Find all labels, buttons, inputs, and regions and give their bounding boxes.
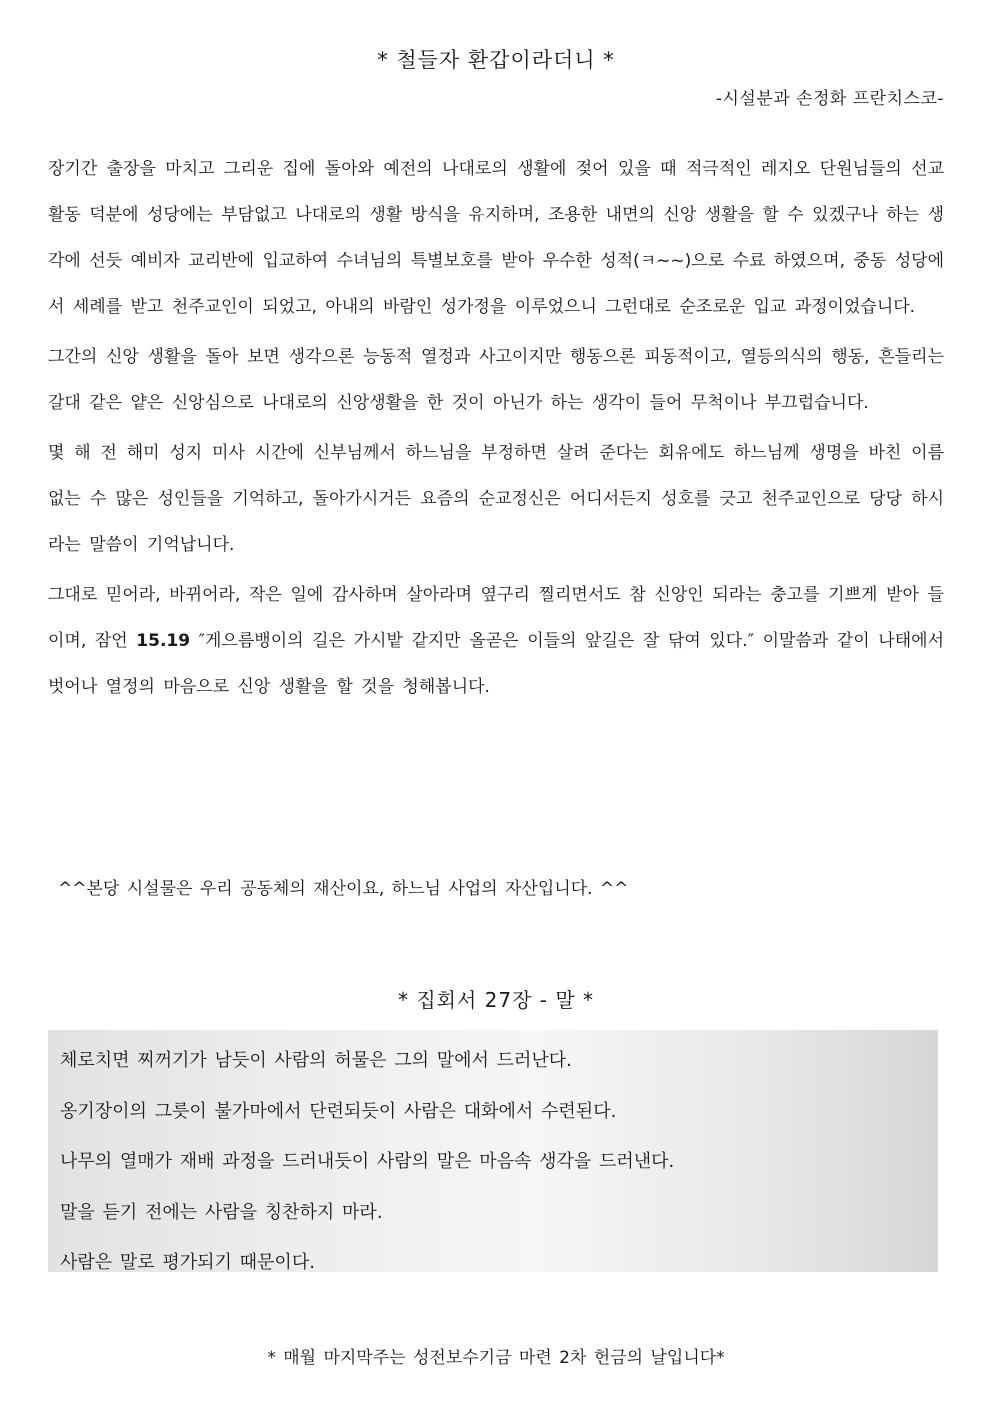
quote-line-1: 체로치면 찌꺼기가 남듯이 사람의 허물은 그의 말에서 드러난다. bbox=[60, 1050, 572, 1071]
article-paragraph-2: 그간의 신앙 생활을 돌아 보면 생각으론 능동적 열정과 사고이지만 행동으론 피동적이고, 열등의식의 행동, 흔들리는 갈대 같은 얕은 신앙심으로 나대로의 신앙생활을 한 것이 아닌가 하는 생각이 들어 무척이나 부끄럽습니다. bbox=[48, 347, 944, 413]
article-paragraph-4 bbox=[48, 572, 944, 710]
article-title: * 철들자 환갑이라더니 * bbox=[377, 48, 615, 72]
quote-line-2: 옹기장이의 그릇이 불가마에서 단련되듯이 사람은 대화에서 수련된다. bbox=[60, 1100, 617, 1122]
article-closing-line: ^^본당 시설물은 우리 공동체의 재산이요, 하느님 사업의 자산입니다. ^^ bbox=[58, 879, 629, 899]
article-body bbox=[48, 146, 944, 714]
quote-line-3: 나무의 열매가 재배 과정을 드러내듯이 사람의 말은 마음속 생각을 드러낸다. bbox=[60, 1151, 675, 1172]
quote-line-5: 사람은 말로 평가되기 때문이다. bbox=[60, 1252, 315, 1273]
footer-notice: * 매월 마지막주는 성전보수기금 마련 2차 헌금의 날입니다* bbox=[267, 1348, 725, 1368]
article-paragraph-3: 몇 해 전 해미 성지 미사 시간에 신부님께서 하느님을 부정하면 살려 준다는 회유에도 하느님께 생명을 바친 이름 없는 수 많은 성인들을 기억하고, 돌아가시거든 요즘의 순교정신은 어디서든지 성호를 긋고 천주교인으로 당당 하시라는 말씀이 기억납니다. bbox=[48, 443, 944, 555]
article-byline: -시설분과 손정화 프란치스코- bbox=[715, 89, 944, 109]
scripture-quote-box bbox=[48, 1030, 938, 1272]
paragraph-4-text-start: 그대로 믿어라, 바뀌어라, 작은 일에 감사하며 살아라며 옆구리 찔리면서도 참 신앙인 되라는 충고를 기쁘게 받아 들이며, 잠언 bbox=[48, 585, 944, 651]
quote-line-4: 말을 듣기 전에는 사람을 칭찬하지 마라. bbox=[60, 1201, 383, 1223]
scripture-section-title: * 집회서 27장 - 말 * bbox=[397, 988, 595, 1012]
scripture-reference: 15.19 bbox=[136, 631, 191, 651]
paragraph-4-text-end: ″게으름뱅이의 길은 가시밭 같지만 올곧은 이들의 앞길은 잘 닦여 있다.″ 이말씀과 같이 나태에서 벗어나 열정의 마음으로 신앙 생활을 할 것을 청해봅니다. bbox=[48, 631, 944, 697]
article-paragraph-1: 장기간 출장을 마치고 그리운 집에 돌아와 예전의 나대로의 생활에 젖어 있을 때 적극적인 레지오 단원님들의 선교 활동 덕분에 성당에는 부담없고 나대로의 생활 방식을 유지하며, 조용한 내면의 신앙 생활을 할 수 있겠구나 하는 생각에 선듯 예비자 교리반에 입교하여 수녀님의 특별보호를 받아 우수한 성적(ㅋ~~)으로 수료 하였으며, 중동 성당에서 세례를 받고 천주교인이 되었고, 아내의 바람인 성가정을 이루었으니 그런대로 순조로운 입교 과정이었습니다. bbox=[48, 159, 944, 317]
